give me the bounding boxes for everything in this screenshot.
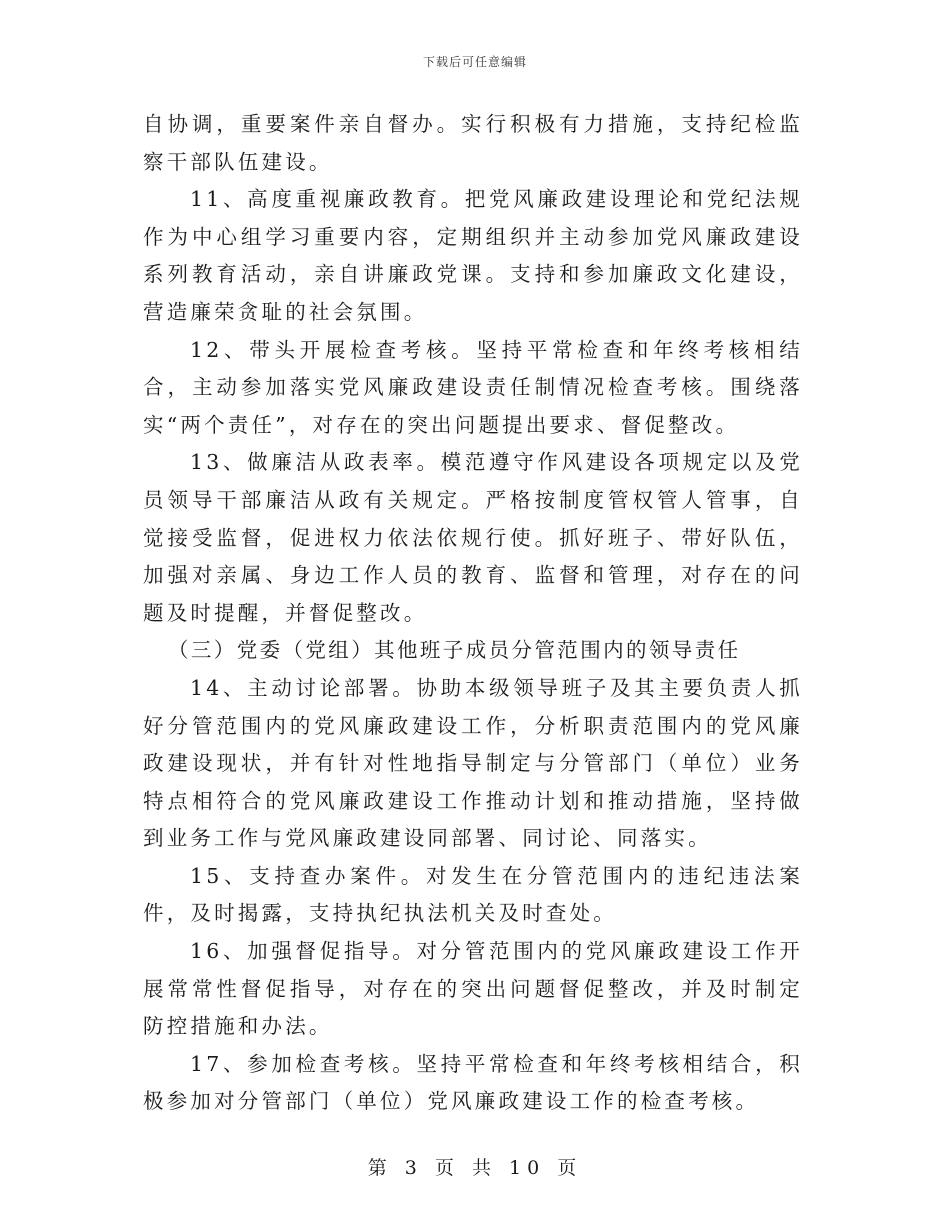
paragraph-item-16: 16、加强督促指导。对分管范围内的党风廉政建设工作开展常常性督促指导，对存在的突出问题督促整改，并及时制定防控措施和办法。 bbox=[143, 939, 803, 1039]
paragraph-item-13: 13、做廉洁从政表率。模范遵守作风建设各项规定以及党员领导干部廉洁从政有关规定。严格按制度管权管人管事，自觉接受监督，促进权力依法依规行使。抓好班子、带好队伍，加强对亲属、身边工作人员的教育、监督和管理，对存在的问题及时提醒，并督促整改。 bbox=[143, 450, 803, 625]
paragraph-item-12: 12、带头开展检查考核。坚持平常检查和年终考核相结合，主动参加落实党风廉政建设责任制情况检查考核。围绕落实“两个责任”，对存在的突出问题提出要求、督促整改。 bbox=[143, 337, 803, 437]
paragraph-item-15: 15、支持查办案件。对发生在分管范围内的违纪违法案件，及时揭露，支持执纪执法机关及时查处。 bbox=[143, 863, 803, 926]
section-heading-3: （三）党委（党组）其他班子成员分管范围内的领导责任 bbox=[168, 638, 741, 663]
page-number-footer: 第 3 页 共 10 页 bbox=[367, 1157, 583, 1179]
document-body bbox=[143, 106, 803, 1121]
paragraph-continuation: 自协调，重要案件亲自督办。实行积极有力措施，支持纪检监察干部队伍建设。 bbox=[143, 112, 803, 174]
paragraph-item-14: 14、主动讨论部署。协助本级领导班子及其主要负责人抓好分管范围内的党风廉政建设工作，分析职责范围内的党风廉政建设现状，并有针对性地指导制定与分管部门（单位）业务特点相符合的党风廉政建设工作推动计划和推动措施，坚持做到业务工作与党风廉政建设同部署、同讨论、同落实。 bbox=[143, 675, 803, 851]
paragraph-item-17: 17、参加检查考核。坚持平常检查和年终考核相结合，积极参加对分管部门（单位）党风廉政建设工作的检查考核。 bbox=[143, 1051, 803, 1114]
paragraph-item-11: 11、高度重视廉政教育。把党风廉政建设理论和党纪法规作为中心组学习重要内容，定期组织并主动参加党风廉政建设系列教育活动，亲自讲廉政党课。支持和参加廉政文化建设，营造廉荣贪耻的社会氛围。 bbox=[143, 187, 803, 324]
header-note: 下载后可任意编辑 bbox=[422, 55, 527, 69]
